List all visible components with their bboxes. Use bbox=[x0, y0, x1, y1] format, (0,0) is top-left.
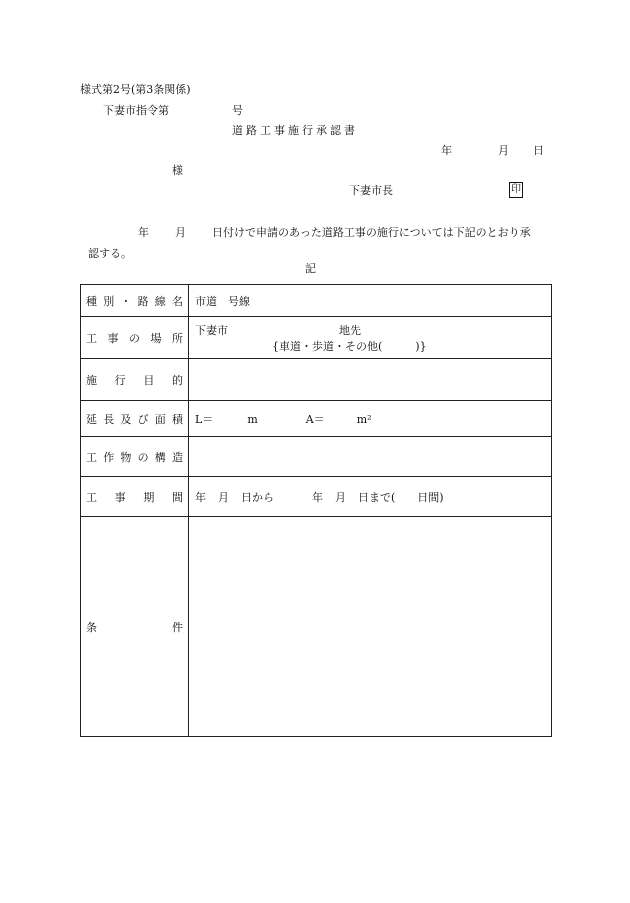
value-purpose bbox=[189, 359, 552, 401]
seal-mark: 印 bbox=[509, 182, 523, 198]
order-number-suffix: 号 bbox=[232, 104, 243, 117]
statement-month: 月 bbox=[175, 226, 186, 239]
label-structure: 工 作 物 の 構 造 bbox=[81, 437, 189, 477]
date-month: 月 bbox=[498, 144, 509, 157]
area-label: A＝ bbox=[305, 412, 325, 426]
statement-line-2: 認する。 bbox=[88, 247, 132, 260]
period-start-month: 月 bbox=[218, 490, 229, 504]
period-end-day: 日まで( bbox=[358, 490, 396, 504]
form-number: 様式第2号(第3条関係) bbox=[80, 83, 191, 96]
location-chisaki: 地先 bbox=[339, 323, 361, 337]
approval-statement bbox=[88, 222, 550, 264]
period-start-day: 日から bbox=[241, 490, 274, 504]
value-structure bbox=[189, 437, 552, 477]
period-start-year: 年 bbox=[195, 490, 206, 504]
issuer-name: 下妻市長 bbox=[349, 184, 393, 197]
table-row-structure bbox=[81, 437, 552, 477]
location-city: 下妻市 bbox=[195, 323, 228, 337]
table-row-purpose bbox=[81, 359, 552, 401]
table-row-extent bbox=[81, 401, 552, 437]
approval-form-table bbox=[80, 284, 552, 737]
location-road-type: {車道・歩道・その他( )} bbox=[272, 339, 427, 353]
table-row-conditions bbox=[81, 517, 552, 737]
statement-text: 日付けで申請のあった道路工事の施行については下記のとおり承 bbox=[212, 226, 531, 239]
label-purpose: 施 行 目 的 bbox=[81, 359, 189, 401]
label-location: 工 事 の 場 所 bbox=[81, 317, 189, 359]
issue-date bbox=[441, 144, 544, 158]
table-row-location bbox=[81, 317, 552, 359]
period-end-month: 月 bbox=[335, 490, 346, 504]
document-title: 道路工事施行承認書 bbox=[232, 124, 358, 137]
label-period: 工 事 期 間 bbox=[81, 477, 189, 517]
value-period bbox=[189, 477, 552, 517]
order-number-prefix: 下妻市指令第 bbox=[103, 104, 169, 117]
value-location bbox=[189, 317, 552, 359]
value-route-type: 市道 号線 bbox=[189, 285, 552, 317]
length-unit: m bbox=[247, 412, 258, 426]
label-extent-area: 延 長 及 び 面 積 bbox=[81, 401, 189, 437]
date-day: 日 bbox=[533, 144, 544, 157]
length-label: L＝ bbox=[195, 412, 214, 426]
area-unit: m² bbox=[356, 412, 372, 426]
table-row-period bbox=[81, 477, 552, 517]
table-row-route bbox=[81, 285, 552, 317]
period-days: 日間) bbox=[417, 490, 444, 504]
date-year: 年 bbox=[441, 144, 452, 157]
period-end-year: 年 bbox=[312, 490, 323, 504]
label-route-type: 種 別 ・ 路 線 名 bbox=[81, 285, 189, 317]
statement-year: 年 bbox=[138, 226, 149, 239]
label-conditions: 条 件 bbox=[81, 517, 189, 737]
addressee-suffix: 様 bbox=[172, 164, 183, 177]
statement-line-1 bbox=[88, 222, 550, 243]
value-conditions bbox=[189, 517, 552, 737]
ki-heading: 記 bbox=[305, 262, 316, 275]
value-extent-area bbox=[189, 401, 552, 437]
